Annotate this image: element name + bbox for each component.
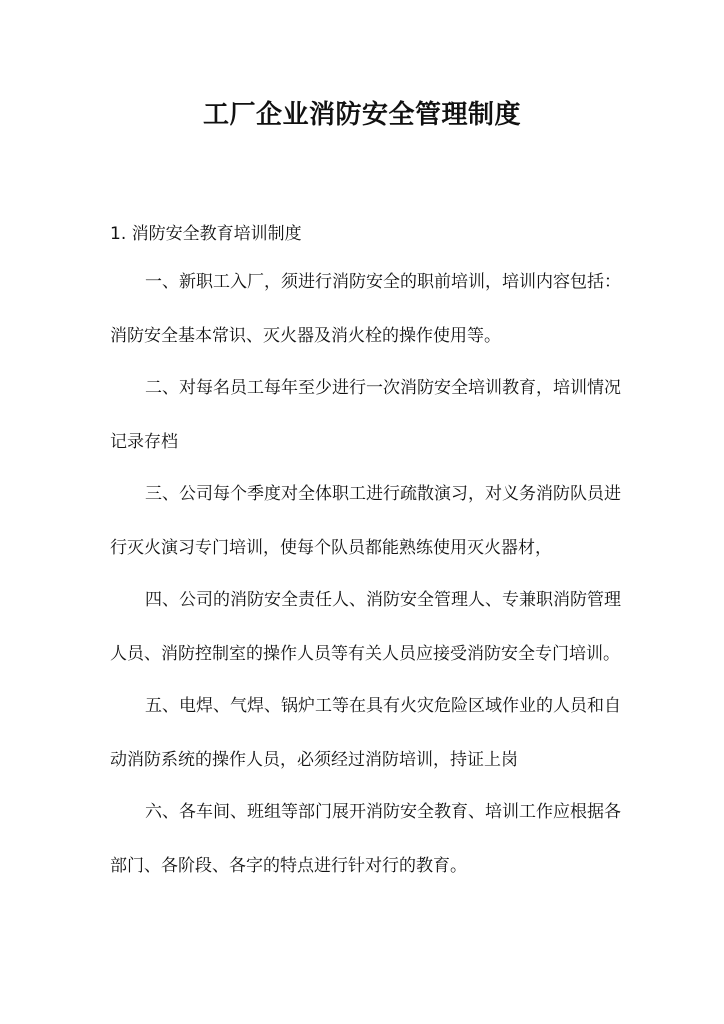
paragraph-line: 行灭火演习专门培训，使每个队员都能熟练使用灭火器材， <box>110 538 552 558</box>
paragraph-line: 三、公司每个季度对全体职工进行疏散演习，对义务消防队员进 <box>145 484 621 504</box>
paragraph-line: 人员、消防控制室的操作人员等有关人员应接受消防安全专门培训。 <box>110 644 620 664</box>
paragraph-line: 部门、各阶段、各字的特点进行针对行的教育。 <box>110 856 467 876</box>
paragraph-line: 四、公司的消防安全责任人、消防安全管理人、专兼职消防管理 <box>145 590 621 610</box>
paragraph-line: 消防安全基本常识、灭火器及消火栓的操作使用等。 <box>110 326 501 346</box>
paragraph-line: 记录存档 <box>110 432 178 452</box>
paragraph-line: 五、电焊、气焊、锅炉工等在具有火灾危险区域作业的人员和自 <box>145 696 621 716</box>
paragraph-line: 六、各车间、班组等部门展开消防安全教育、培训工作应根据各 <box>145 802 621 822</box>
paragraph-line: 一、新职工入厂，须进行消防安全的职前培训，培训内容包括： <box>145 272 621 292</box>
paragraph-line: 二、对每名员工每年至少进行一次消防安全培训教育，培训情况 <box>145 378 621 398</box>
section-heading: 1. 消防安全教育培训制度 <box>110 224 302 244</box>
paragraph-line: 动消防系统的操作人员，必须经过消防培训，持证上岗 <box>110 750 518 770</box>
document-title: 工厂企业消防安全管理制度 <box>202 100 521 130</box>
